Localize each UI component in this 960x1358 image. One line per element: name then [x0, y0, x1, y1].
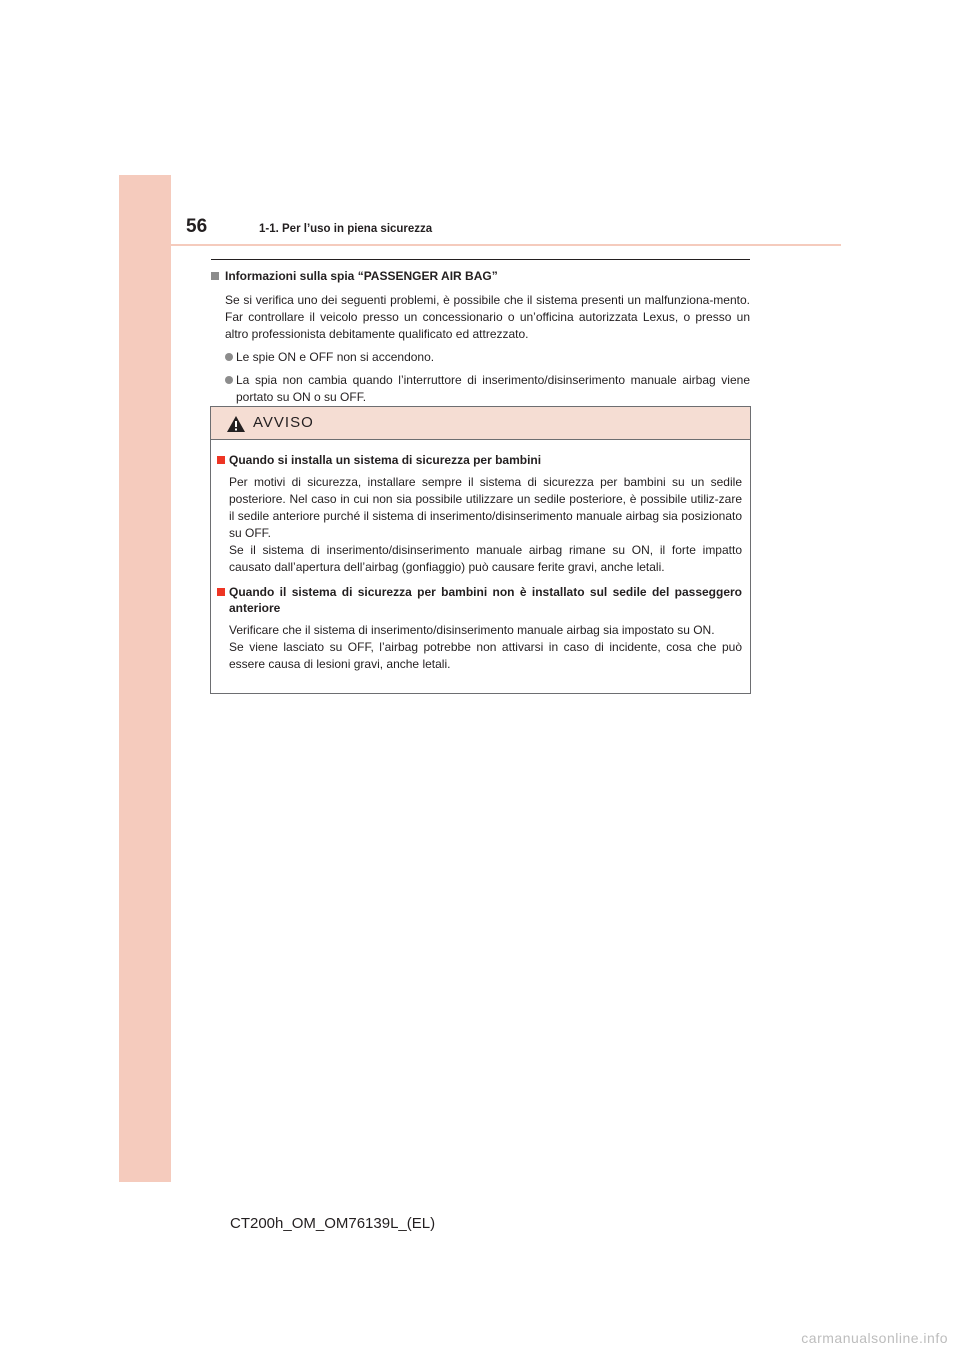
warning-item-heading-text: Quando il sistema di sicurezza per bambini non è installato sul sedile del passeggero anteriore [229, 585, 742, 615]
page-number: 56 [186, 216, 208, 237]
square-bullet-icon [217, 456, 225, 464]
list-item-text: Le spie ON e OFF non si accendono. [236, 350, 435, 364]
subheading-text: Informazioni sulla spia “PASSENGER AIR BAG” [225, 269, 498, 283]
document-code: CT200h_OM_OM76139L_(EL) [230, 1215, 436, 1232]
intro-paragraph: Se si verifica uno dei seguenti problemi, è possibile che il sistema presenti un malfunziona-mento. Far controllare il veicolo presso un concessionario o un’officina autorizzata Lexus, o presso un altro professionista debitamente qualificato ed attrezzato. [225, 293, 750, 341]
main-content [211, 268, 750, 406]
square-bullet-icon [211, 272, 219, 280]
warning-item-heading [217, 452, 742, 468]
round-bullet-icon [225, 376, 233, 384]
warning-box [210, 406, 751, 694]
warning-item-heading [217, 584, 742, 616]
warning-body [211, 440, 750, 673]
list-item [225, 372, 750, 406]
warning-header [211, 407, 750, 440]
warning-title: AVVISO [253, 414, 314, 431]
subheading [211, 268, 750, 284]
warning-item-heading-text: Quando si installa un sistema di sicurezza per bambini [229, 453, 542, 467]
header-divider [171, 244, 841, 246]
list-item-text: La spia non cambia quando l’interruttore di inserimento/disinserimento manuale airbag viene portato su ON o su OFF. [236, 373, 750, 404]
warning-item-body: Per motivi di sicurezza, installare sempre il sistema di sicurezza per bambini su un sedile posteriore. Nel caso in cui non sia possibile utilizzare un sedile posteriore, è possibile utiliz-zare il sedile anteriore purché il sistema di inserimento/disinserimento manuale airbag sia posizionato su OFF. [229, 475, 742, 540]
list-item [225, 349, 750, 366]
content-divider [211, 259, 750, 260]
section-title: 1-1. Per l’uso in piena sicurezza [259, 223, 433, 235]
warning-item-body: Verificare che il sistema di inserimento/disinserimento manuale airbag sia impostato su ON. [229, 623, 715, 637]
square-bullet-icon [217, 588, 225, 596]
warning-item-body: Se viene lasciato su OFF, l’airbag potrebbe non attivarsi in caso di incidente, cosa che può essere causa di lesioni gravi, anche letali. [229, 640, 742, 671]
page-header [186, 216, 960, 246]
warning-triangle-icon [226, 415, 246, 433]
watermark: carmanualsonline.info [801, 1330, 948, 1346]
side-color-band [119, 175, 171, 1182]
warning-item-body: Se il sistema di inserimento/disinserimento manuale airbag rimane su ON, il forte impatto causato dall’apertura dell’airbag (gonfiaggio) può causare ferite gravi, anche letali. [229, 543, 742, 574]
round-bullet-icon [225, 353, 233, 361]
